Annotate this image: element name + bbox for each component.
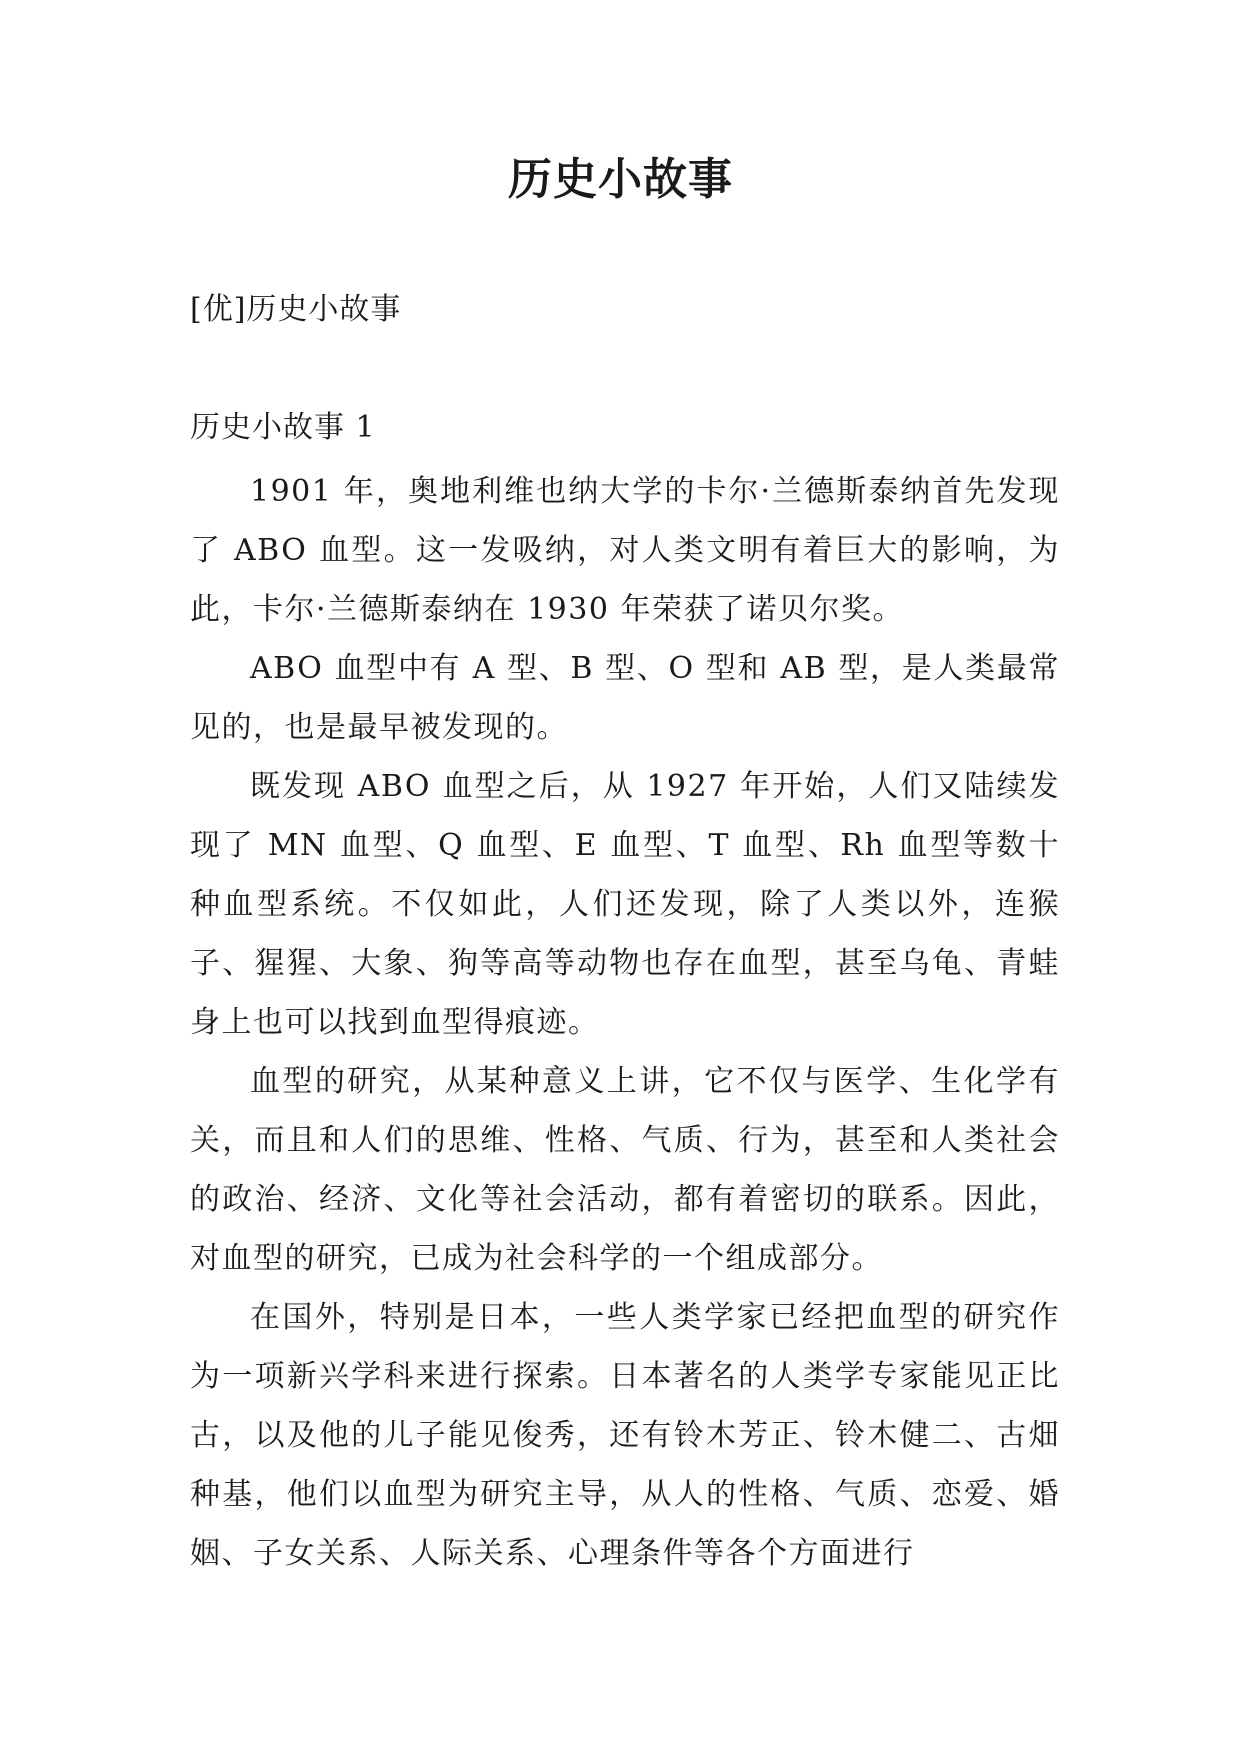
document-title: 历史小故事 (508, 154, 733, 205)
paragraph-3: 既发现 ABO 血型之后，从 1927 年开始，人们又陆续发现了 MN 血型、Q 血型、E 血型、T 血型、Rh 血型等数十种血型系统。不仅如此，人们还发现，除了人类以外，连猴子、猩猩、大象、狗等高等动物也存在血型，甚至乌龟、青蛙身上也可以找到血型得痕迹。 (190, 769, 1060, 1040)
paragraph-2: ABO 血型中有 A 型、B 型、O 型和 AB 型，是人类最常见的，也是最早被发现的。 (190, 651, 1060, 745)
document-subtitle: [优]历史小故事 (190, 292, 402, 327)
document-body (190, 462, 1060, 1583)
paragraph-1: 1901 年，奥地利维也纳大学的卡尔·兰德斯泰纳首先发现了 ABO 血型。这一发吸纳，对人类文明有着巨大的影响，为此，卡尔·兰德斯泰纳在 1930 年荣获了诺贝尔奖。 (190, 474, 1060, 627)
section-heading: 历史小故事 1 (190, 410, 376, 445)
paragraph-5: 在国外，特别是日本，一些人类学家已经把血型的研究作为一项新兴学科来进行探索。日本著名的人类学专家能见正比古，以及他的儿子能见俊秀，还有铃木芳正、铃木健二、古畑种基，他们以血型为研究主导，从人的性格、气质、恋爱、婚姻、子女关系、人际关系、心理条件等各个方面进行 (190, 1300, 1060, 1571)
paragraph-4: 血型的研究，从某种意义上讲，它不仅与医学、生化学有关，而且和人们的思维、性格、气质、行为，甚至和人类社会的政治、经济、文化等社会活动，都有着密切的联系。因此，对血型的研究，已成为社会科学的一个组成部分。 (190, 1064, 1060, 1276)
